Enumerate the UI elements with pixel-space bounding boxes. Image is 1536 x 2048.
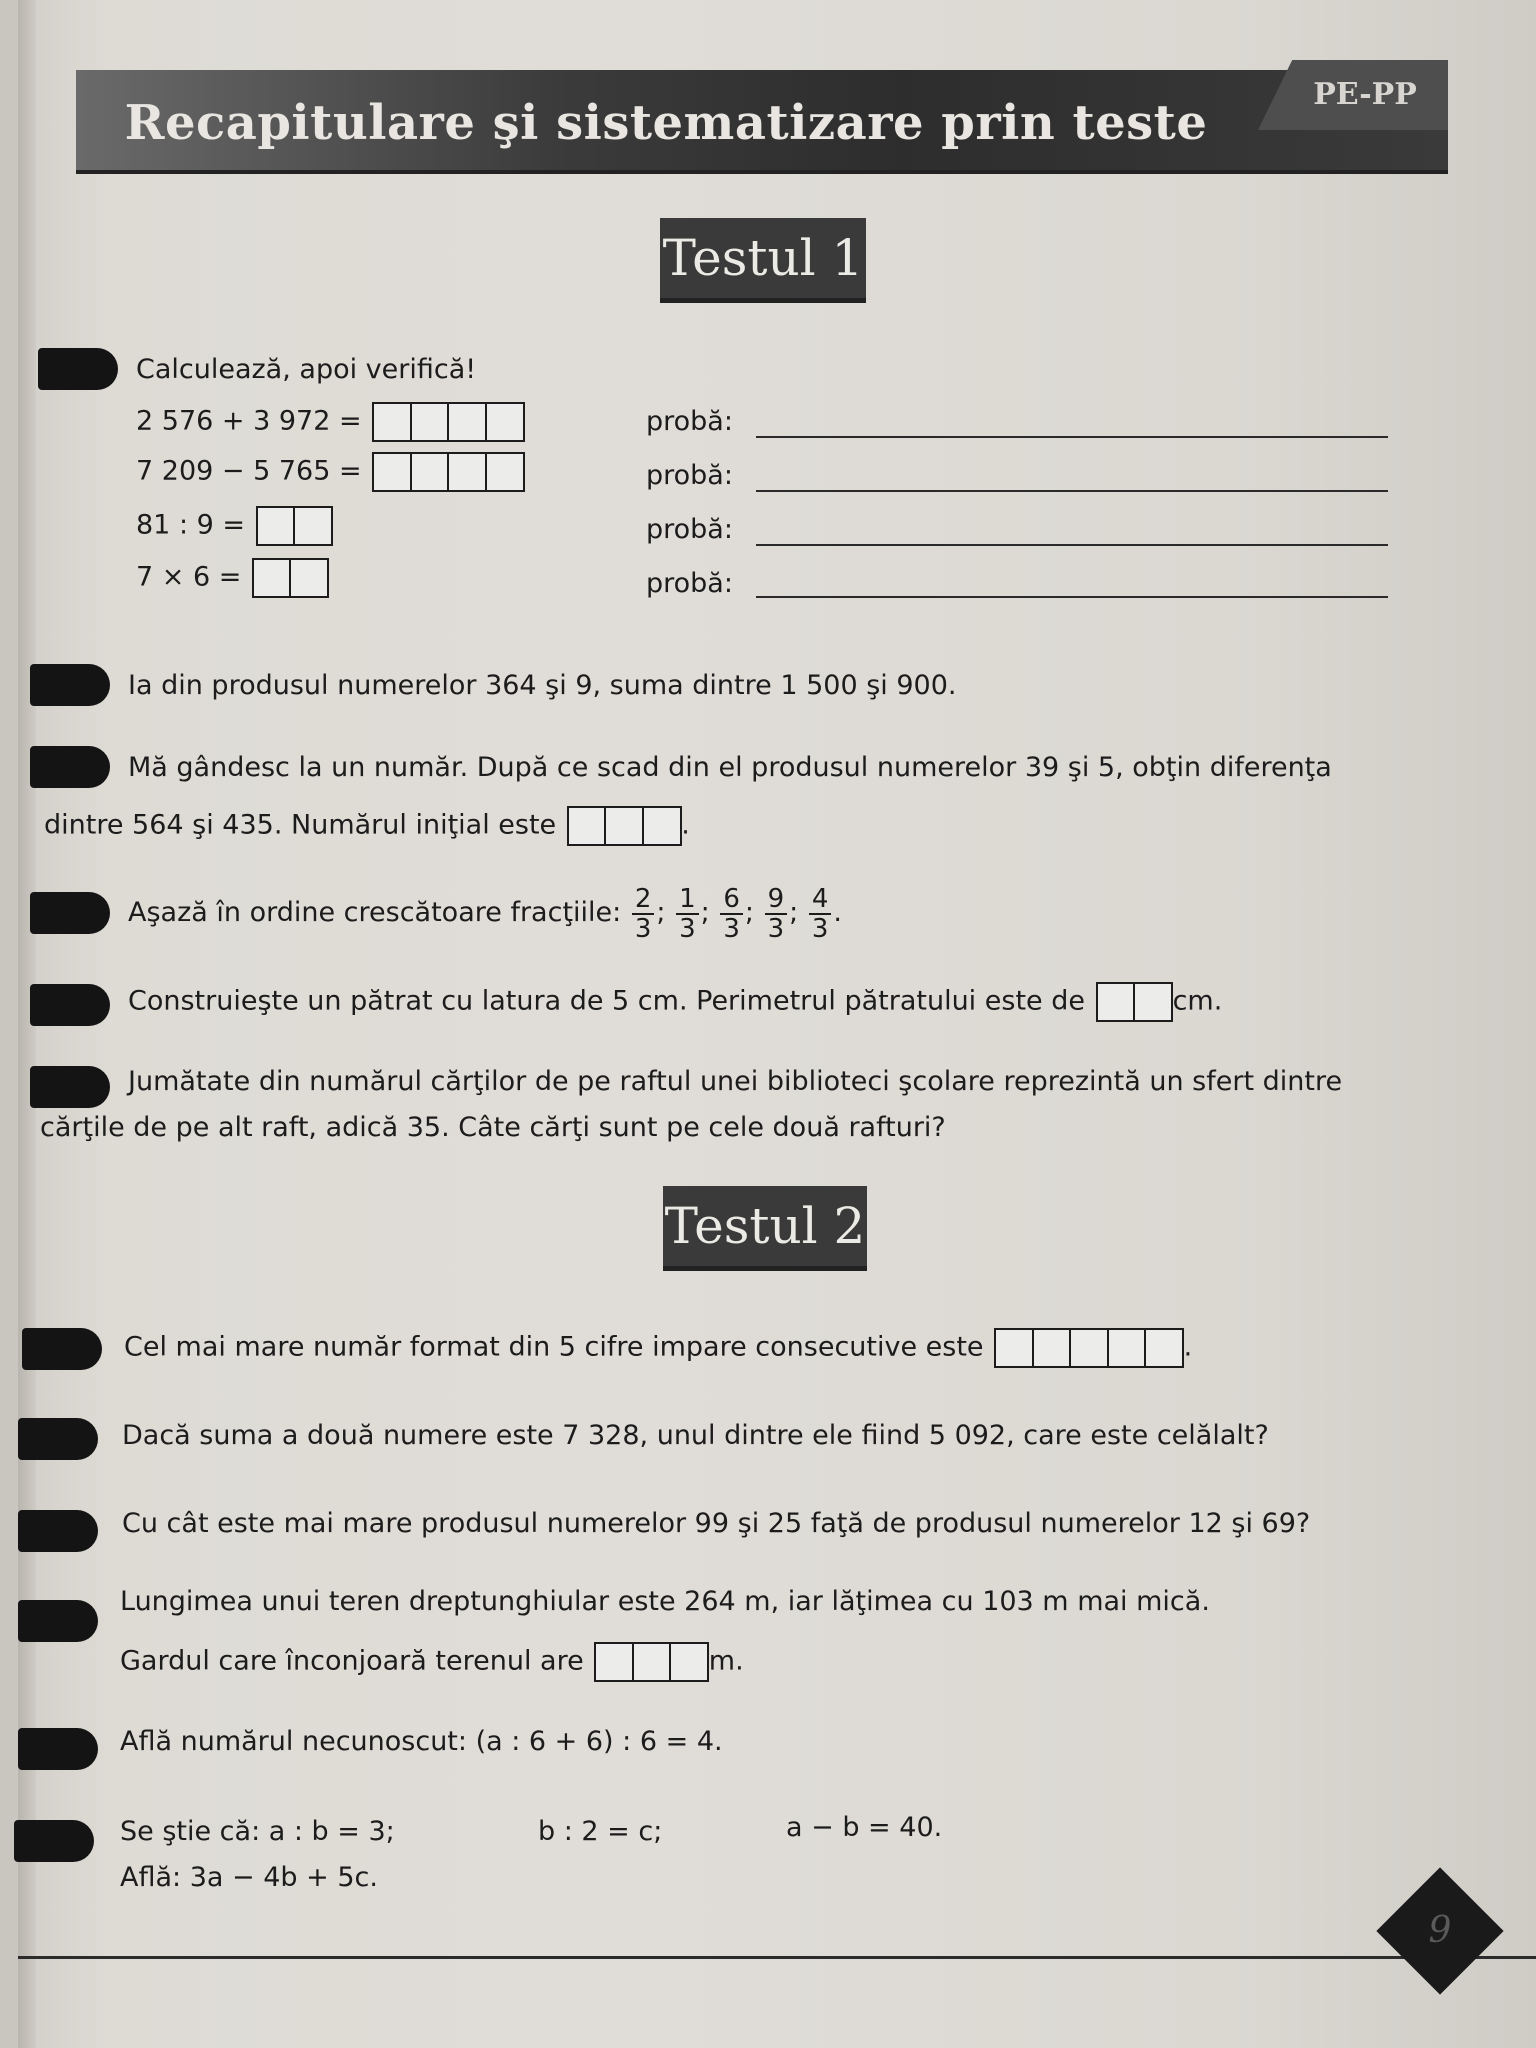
answer-boxes[interactable] xyxy=(256,506,331,546)
proba-label: probă: xyxy=(646,460,733,491)
exercise-marker xyxy=(18,1728,98,1770)
exercise-text-line2: dintre 564 şi 435. Numărul iniţial este . xyxy=(44,806,690,846)
page-number: 9 xyxy=(1428,1910,1452,1951)
proba-label: probă: xyxy=(646,406,733,437)
answer-boxes[interactable] xyxy=(372,452,522,492)
workbook-page xyxy=(18,0,1536,2048)
exercise-condition: a − b = 40. xyxy=(786,1812,943,1843)
exercise-find: Află: 3a − 4b + 5c. xyxy=(120,1862,378,1893)
answer-boxes[interactable] xyxy=(994,1328,1182,1368)
page-title: Recapitulare şi sistematizare prin teste xyxy=(124,95,1208,151)
exercise-marker xyxy=(30,746,110,788)
exercise-text-line2: cărţile de pe alt raft, adică 35. Câte cărţi sunt pe cele două rafturi? xyxy=(40,1112,946,1143)
exercise-text: Cu cât este mai mare produsul numerelor 99 şi 25 faţă de produsul numerelor 12 şi 69? xyxy=(122,1508,1311,1539)
proba-answer-line[interactable] xyxy=(756,436,1388,438)
exercise-marker xyxy=(14,1820,94,1862)
fraction: $\frac{4}{3}$ xyxy=(809,885,832,943)
proba-label: probă: xyxy=(646,568,733,599)
calc-expression: 7 × 6 = xyxy=(136,561,242,593)
fraction: $\frac{2}{3}$ xyxy=(632,885,655,943)
exercise-marker xyxy=(30,1066,110,1108)
exercise-marker xyxy=(30,892,110,934)
exercise-marker xyxy=(38,348,118,390)
footer-rule xyxy=(18,1956,1536,1959)
fraction: $\frac{6}{3}$ xyxy=(720,885,743,943)
answer-boxes[interactable] xyxy=(594,1642,707,1682)
fraction: $\frac{1}{3}$ xyxy=(676,885,699,943)
proba-answer-line[interactable] xyxy=(756,544,1388,546)
exercise-marker xyxy=(18,1418,98,1460)
calc-row xyxy=(136,402,524,442)
answer-boxes[interactable] xyxy=(372,402,522,442)
exercise-text: Lungimea unui teren dreptunghiular este 264 m, iar lăţimea cu 103 m mai mică. xyxy=(120,1586,1210,1617)
exercise-marker xyxy=(22,1328,102,1370)
proba-label: probă: xyxy=(646,514,733,545)
calc-row xyxy=(136,452,524,492)
exercise-text: Dacă suma a două numere este 7 328, unul dintre ele fiind 5 092, care este celălalt? xyxy=(122,1420,1269,1451)
exercise-text: Jumătate din numărul cărţilor de pe raftul unei biblioteci şcolare reprezintă un sfert dintre xyxy=(128,1066,1343,1097)
exercise-marker xyxy=(18,1510,98,1552)
proba-answer-line[interactable] xyxy=(756,490,1388,492)
proba-answer-line[interactable] xyxy=(756,596,1388,598)
exercise-text: Află numărul necunoscut: (a : 6 + 6) : 6 = 4. xyxy=(120,1726,723,1757)
exercise-known: Se ştie că: a : b = 3; xyxy=(120,1816,395,1847)
calc-expression: 81 : 9 = xyxy=(136,509,246,541)
fraction: $\frac{9}{3}$ xyxy=(765,885,788,943)
exercise-marker xyxy=(30,984,110,1026)
answer-boxes[interactable] xyxy=(567,806,680,846)
exercise-prompt: Calculează, apoi verifică! xyxy=(136,354,477,385)
answer-boxes[interactable] xyxy=(252,558,327,598)
exercise-marker xyxy=(18,1600,98,1642)
exercise-text: Cel mai mare număr format din 5 cifre impare consecutive este . xyxy=(124,1328,1192,1368)
test-1-heading: Testul 1 xyxy=(660,218,866,298)
exercise-text: Construieşte un pătrat cu latura de 5 cm. Perimetrul pătratului este de cm. xyxy=(128,982,1222,1022)
section-code: PE-PP xyxy=(1313,77,1417,112)
calc-row xyxy=(136,558,329,598)
calc-expression: 2 576 + 3 972 = xyxy=(136,405,362,437)
answer-boxes[interactable] xyxy=(1096,982,1171,1022)
exercise-text-line2: Gardul care înconjoară terenul are m. xyxy=(120,1642,744,1682)
exercise-text: Ia din produsul numerelor 364 şi 9, suma dintre 1 500 şi 900. xyxy=(128,670,957,701)
exercise-condition: b : 2 = c; xyxy=(538,1816,663,1847)
calc-expression: 7 209 − 5 765 = xyxy=(136,455,362,487)
calc-row xyxy=(136,506,333,546)
exercise-marker xyxy=(30,664,110,706)
exercise-text: Mă gândesc la un număr. După ce scad din el produsul numerelor 39 şi 5, obţin diferenţa xyxy=(128,752,1332,783)
exercise-text: Aşază în ordine crescătoare fracţiile: $\frac{2}{3}$ ; $\frac{1}{3}$ ; $\frac{6}{3}$ ; $\frac{9}{3}$ ; $\frac{4}{3}$ . xyxy=(128,883,842,944)
test-2-heading: Testul 2 xyxy=(663,1186,867,1266)
